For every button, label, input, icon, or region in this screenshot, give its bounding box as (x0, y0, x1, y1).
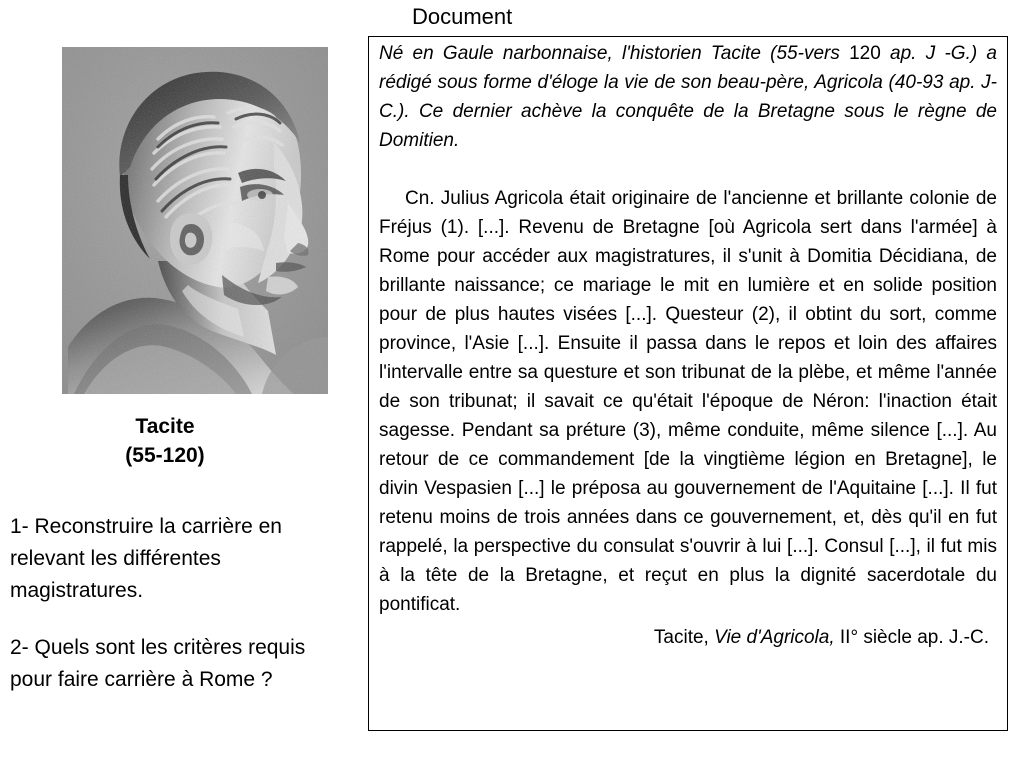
question-1: 1- Reconstruire la carrière en relevant les différentes magistratures. (10, 515, 282, 602)
document-title: Document (412, 4, 513, 29)
document-intro-paragraph (379, 39, 997, 184)
document-source (379, 619, 997, 652)
portrait-caption-dates: (55-120) (125, 444, 205, 467)
document-source-author: Tacite, (653, 627, 715, 648)
document-body-paragraph: Cn. Julius Agricola était originaire de l'ancienne et brillante colonie de Fréjus (1). [...]. Revenu de Bretagne [où Agricola sert dans l'armée] à Rome pour accéder aux magistratures, il s'unit à Domitia Décidiana, de brillante naissance; ce mariage le mit en lumière et en solide position pour de plus hautes visées [...]. Questeur (2), il obtint du sort, comme province, l'Asie [...]. Ensuite il passa dans le repos et loin des affaires l'intervalle entre sa questure et son tribunat de la plèbe, et même l'année de son tribunat; il savait ce qu'était l'époque de Néron: l'inaction était sagesse. Pendant sa préture (3), même conduite, même silence [...]. Au retour de ce commandement [de la vingtième légion en Bretagne], le divin Vespasien [...] le préposa au gouvernement de l'Aquitaine [...]. Il fut retenu moins de trois années dans ce gouvernement, et, dès qu'il en fut rappelé, la perspective du consulat s'ouvrir à lui [...]. Consul [...], il fut mis à la tête de la Bretagne, et reçut en plus la dignité sacerdotale du pontificat. (379, 188, 997, 615)
portrait-figure (62, 47, 328, 394)
document-box (368, 36, 1008, 731)
document-intro-before: Né en Gaule narbonnaise, l'historien Tacite (55-vers (379, 43, 850, 64)
left-column (0, 0, 356, 768)
document-body (379, 39, 997, 652)
document-intro-year: 120 (849, 43, 881, 64)
document-intro-after: ap. J -G.) a rédigé sous forme d'éloge la vie de son beau-père, Agricola (40-93 ap. J-C.). Ce dernier achève la conquête de la Bretagne sous le règne de Domitien. (379, 43, 997, 151)
document-source-date: II° siècle ap. J.-C. (834, 627, 989, 648)
portrait-caption (0, 412, 330, 470)
document-source-title: Vie d'Agricola, (714, 627, 835, 648)
portrait-caption-name: Tacite (135, 415, 195, 438)
question-2: 2- Quels sont les critères requis pour faire carrière à Rome ? (10, 636, 306, 691)
roman-bust-portrait-icon (62, 47, 328, 394)
